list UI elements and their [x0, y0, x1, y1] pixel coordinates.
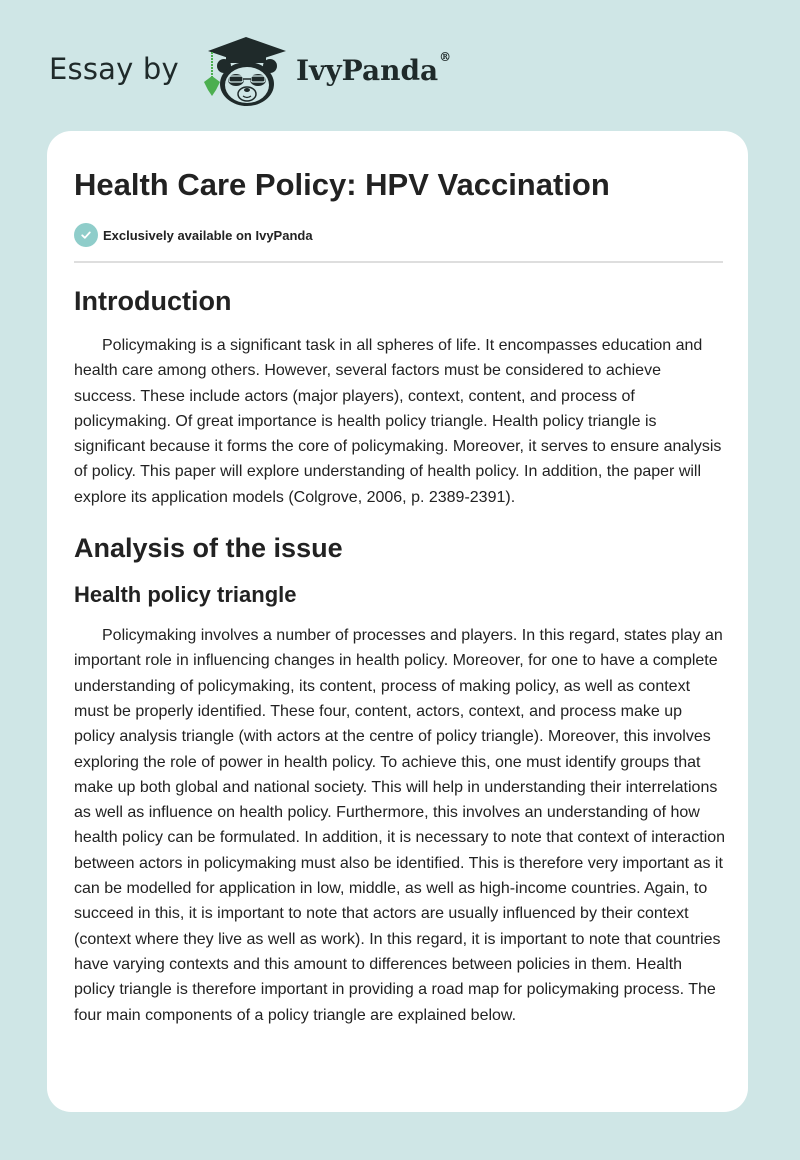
check-circle-icon: [74, 223, 98, 247]
registered-mark: ®: [439, 50, 452, 64]
section-heading-introduction: Introduction: [74, 286, 232, 316]
badge-text: Exclusively available on IvyPanda: [103, 227, 313, 243]
brand-name-text: IvyPanda: [296, 54, 439, 87]
brand-name[interactable]: [296, 50, 452, 87]
page-title: Health Care Policy: HPV Vaccination: [74, 167, 610, 202]
essay-card: [47, 131, 748, 1112]
brand-header: [0, 0, 800, 130]
subsection-heading-health-policy-triangle: Health policy triangle: [74, 582, 297, 608]
exclusive-badge: [74, 223, 313, 247]
health-policy-triangle-paragraph: Policymaking involves a number of processes and players. In this regard, states play an important role in influencing changes in health policy. Moreover, for one to have a complete understanding of policymaking, its content, process of making policy, as well as context must be properly identified. These four, content, actors, context, and process make up policy analysis triangle (with actors at the centre of policy triangle). Moreover, this involves exploring the role of power in health policy. To achieve this, one must identify groups that make up both global and national society. This will help in understanding their interrelations as well as influence on health policy. Furthermore, this involves an understanding of how health policy can be formulated. In addition, it is necessary to note that context of interaction between actors in policymaking must also be identified. This is therefore very important as it can be modelled for application in low, middle, as well as high-income countries. Again, to succeed in this, it is important to note that actors are usually influenced by their context (context where they live as well as work). In this regard, it is important to note that countries have varying contexts and this amount to differences between policies in them. Health policy triangle is therefore important in providing a road map for policymaking process. The four main components of a policy triangle are explained below.: [74, 627, 726, 1024]
section-heading-analysis: Analysis of the issue: [74, 533, 343, 564]
brand-prefix: Essay by: [49, 52, 179, 86]
introduction-paragraph: Policymaking is a significant task in all spheres of life. It encompasses education and health care among others. However, several factors must be considered to achieve success. These include actors (major players), context, content, and process of policymaking. Of great importance is health policy triangle. Health policy triangle is significant because it forms the core of policymaking. Moreover, it serves to ensure analysis of policy. This paper will explore understanding of health policy. In addition, the paper will explore its application models (Colgrove, 2006, p. 2389-2391).: [74, 337, 722, 506]
panda-logo-icon[interactable]: [200, 36, 292, 108]
essay-content: [74, 283, 726, 1028]
title-divider: [74, 261, 723, 263]
